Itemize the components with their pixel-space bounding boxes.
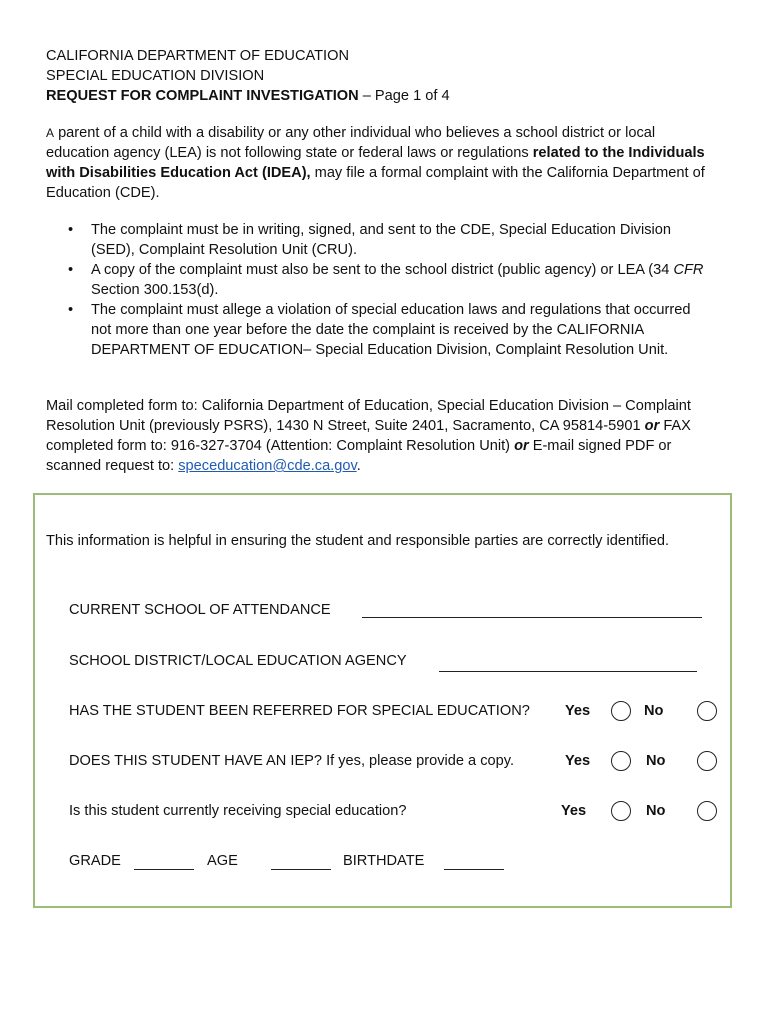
email-link[interactable]: speceducation@cde.ca.gov	[178, 458, 357, 474]
bullet-icon: •	[68, 222, 74, 238]
iep-yes-radio[interactable]	[611, 751, 631, 771]
school-input-line[interactable]	[362, 617, 702, 618]
referred-no-radio[interactable]	[697, 701, 717, 721]
document-header	[46, 46, 450, 106]
iep-question: DOES THIS STUDENT HAVE AN IEP? If yes, please provide a copy.	[69, 753, 515, 769]
grade-label: GRADE	[69, 853, 121, 869]
department-name: CALIFORNIA DEPARTMENT OF EDUCATION	[46, 48, 349, 64]
requirements-list	[46, 220, 706, 360]
mail-text-3: E-mail signed PDF or scanned request to:	[46, 438, 672, 474]
birthdate-input-line[interactable]	[444, 869, 504, 870]
info-note: This information is helpful in ensuring the student and responsible parties are correctly identified.	[46, 533, 670, 549]
requirement-text: The complaint must be in writing, signed, and sent to the CDE, Special Education Division (SED), Complaint Resolution Unit (CRU).	[91, 222, 671, 258]
form-title	[46, 86, 450, 106]
intro-initial: A	[46, 126, 55, 140]
mail-text-2: FAX completed form to: 916-327-3704 (Attention: Complaint Resolution Unit)	[46, 418, 691, 454]
age-label: AGE	[207, 853, 238, 869]
or-1: or	[644, 418, 660, 434]
birthdate-label: BIRTHDATE	[343, 853, 425, 869]
intro-paragraph	[46, 123, 706, 203]
no-label: No	[646, 753, 666, 769]
no-label: No	[646, 803, 666, 819]
or-2: or	[514, 438, 529, 454]
intro-idea-bold: related to the Individuals with Disabilities Education Act (IDEA),	[46, 145, 705, 181]
requirement-text: A copy of the complaint must also be sent to the school district (public agency) or LEA (34	[91, 262, 674, 278]
referred-question: HAS THE STUDENT BEEN REFERRED FOR SPECIAL EDUCATION?	[69, 703, 530, 719]
district-label: SCHOOL DISTRICT/LOCAL EDUCATION AGENCY	[69, 653, 407, 669]
form-title-text: REQUEST FOR COMPLAINT INVESTIGATION	[46, 88, 359, 104]
age-input-line[interactable]	[271, 869, 331, 870]
iep-no-radio[interactable]	[697, 751, 717, 771]
intro-text-2: may file a formal complaint with the California Department of Education (CDE).	[46, 165, 705, 201]
receiving-no-radio[interactable]	[697, 801, 717, 821]
requirement-item	[46, 220, 706, 260]
division-name: SPECIAL EDUCATION DIVISION	[46, 68, 265, 84]
receiving-yes-radio[interactable]	[611, 801, 631, 821]
requirement-item	[46, 300, 706, 360]
cfr-italic: CFR	[673, 262, 704, 278]
yes-label: Yes	[565, 753, 591, 769]
school-label: CURRENT SCHOOL OF ATTENDANCE	[69, 602, 331, 618]
bullet-icon: •	[68, 302, 74, 318]
requirement-item	[46, 260, 706, 300]
no-label: No	[644, 703, 664, 719]
requirement-text: Section 300.153(d).	[91, 282, 219, 298]
grade-input-line[interactable]	[134, 869, 194, 870]
requirement-text: The complaint must allege a violation of special education laws and regulations that occurred not more than one year before the date the complaint is received by the CALIFORNIA DEPARTMENT OF EDUCATION– Special Education Division, Complaint Resolution Unit.	[91, 302, 691, 358]
intro-text-1: parent of a child with a disability or any other individual who believes a school district or local education agency (LEA) is not following state or federal laws or regulations	[46, 125, 656, 161]
receiving-question: Is this student currently receiving special education?	[69, 803, 407, 819]
mail-text-1: Mail completed form to: California Department of Education, Special Education Division – Complaint Resolution Unit (previously PSRS), 1430 N Street, Suite 2401, Sacramento, CA 95814-5901	[46, 398, 691, 434]
mail-instructions	[46, 396, 726, 476]
mail-end: .	[356, 458, 361, 474]
student-info-box	[33, 493, 732, 908]
yes-label: Yes	[561, 803, 587, 819]
referred-yes-radio[interactable]	[611, 701, 631, 721]
bullet-icon: •	[68, 262, 74, 278]
page-indicator: – Page 1 of 4	[358, 88, 450, 104]
district-input-line[interactable]	[439, 671, 697, 672]
yes-label: Yes	[565, 703, 591, 719]
